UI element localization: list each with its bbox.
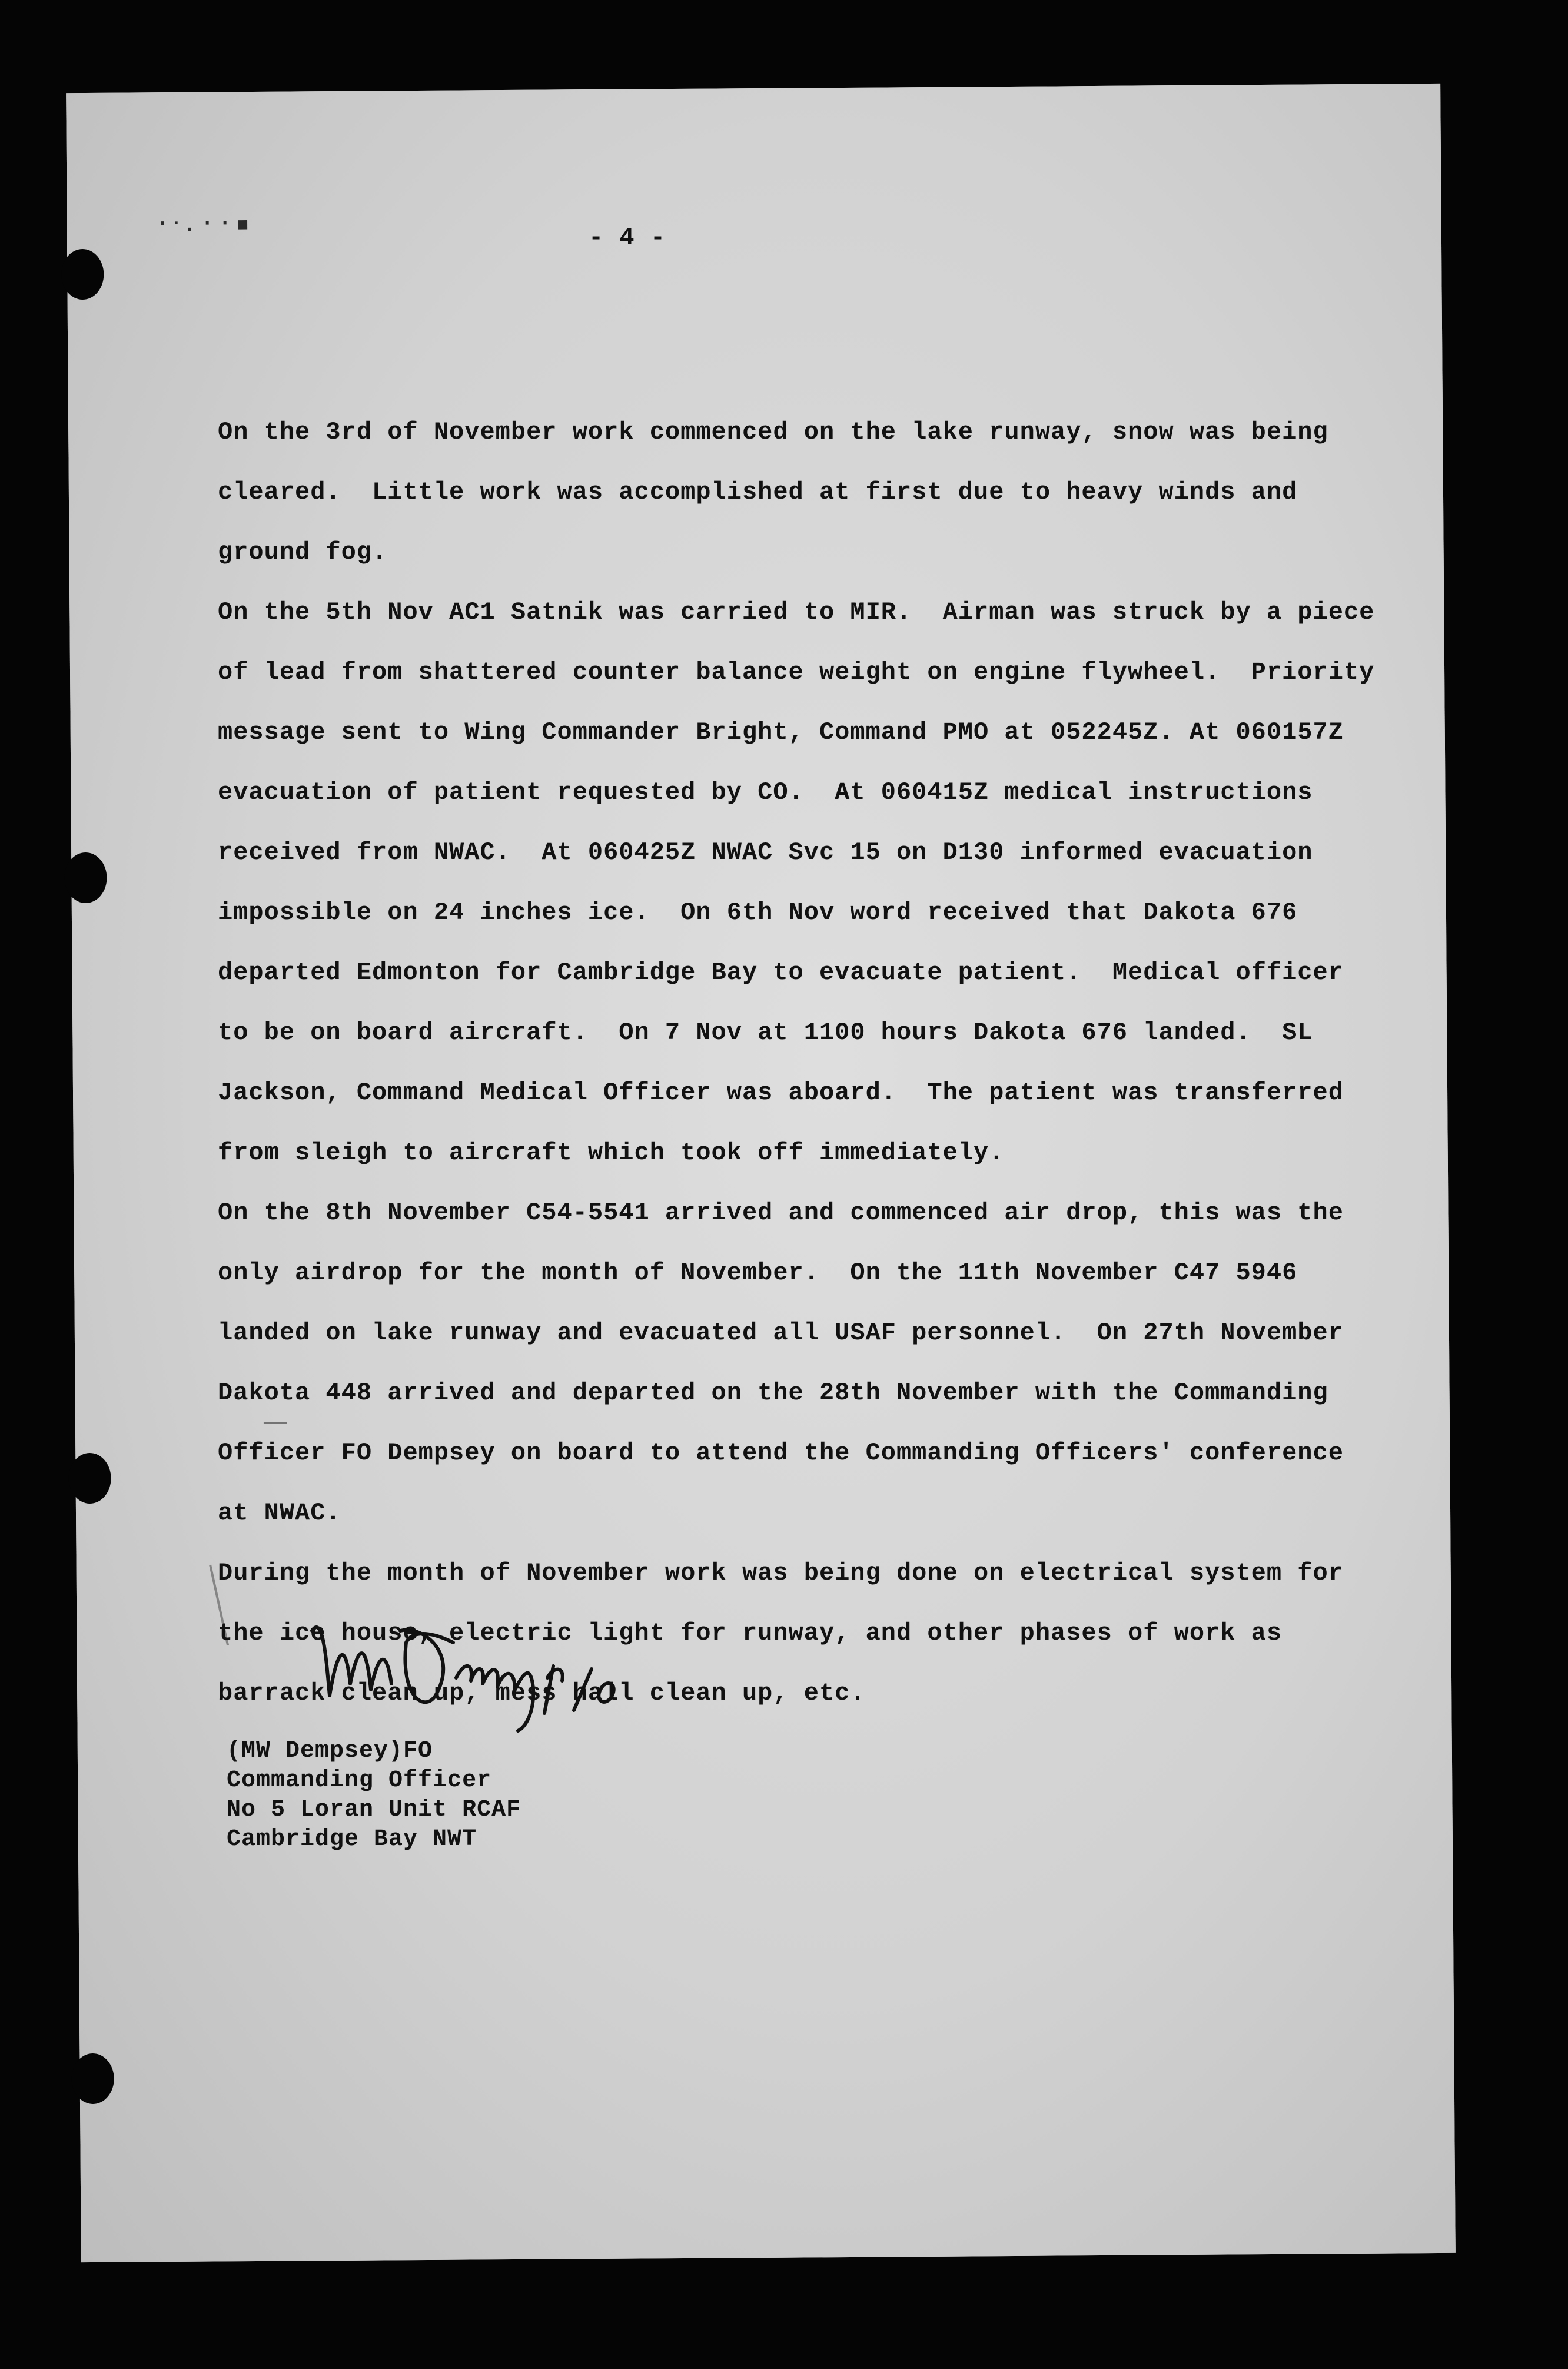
punch-hole [71,2053,114,2105]
punch-hole [68,1453,111,1504]
body-line: only airdrop for the month of November. On the 11th November C47 5946 [218,1259,1298,1287]
body-line: barrack clean up, mess hall clean up, etc. [218,1679,866,1707]
scan-specks: ·ᐧ.··▪ [155,209,254,238]
signature-stroke [400,1630,453,1703]
signature-stroke [456,1666,533,1731]
body-line: of lead from shattered counter balance weight on engine flywheel. Priority [218,658,1375,686]
body-line: the ice house, electric light for runway, and other phases of work as [218,1619,1283,1647]
body-line: to be on board aircraft. On 7 Nov at 1100 hours Dakota 676 landed. SL [218,1018,1313,1047]
scan-mark [264,1422,287,1424]
body-line: evacuation of patient requested by CO. At 060415Z medical instructions [218,778,1313,807]
document-page [66,84,1456,2262]
body-line: On the 8th November C54-5541 arrived and commenced air drop, this was the [218,1199,1344,1227]
handwritten-signature [224,1607,636,1743]
body-line: During the month of November work was being done on electrical system for [218,1559,1344,1587]
body-line: message sent to Wing Commander Bright, Command PMO at 052245Z. At 060157Z [218,718,1344,746]
body-line: Dakota 448 arrived and departed on the 28th November with the Commanding [218,1379,1328,1407]
body-line: cleared. Little work was accomplished at first due to heavy winds and [218,478,1298,506]
punch-hole [64,852,107,904]
signature-stroke [574,1669,614,1710]
punch-hole [61,249,104,300]
body-line: landed on lake runway and evacuated all USAF personnel. On 27th November [218,1319,1344,1347]
signature-stroke [312,1627,391,1696]
signature-location: Cambridge Bay NWT [227,1826,477,1853]
body-line: at NWAC. [218,1499,341,1527]
body-line: Jackson, Command Medical Officer was aboard. The patient was transferred [218,1079,1344,1107]
body-line: impossible on 24 inches ice. On 6th Nov word received that Dakota 676 [218,898,1298,927]
body-line: On the 3rd of November work commenced on the lake runway, snow was being [218,418,1328,446]
signature-title: Commanding Officer [227,1767,492,1794]
body-line: On the 5th Nov AC1 Satnik was carried to MIR. Airman was struck by a piece [218,598,1375,626]
signature-unit: No 5 Loran Unit RCAF [227,1797,521,1823]
body-line: departed Edmonton for Cambridge Bay to evacuate patient. Medical officer [218,958,1344,987]
signature-name: (MW Dempsey)FO [227,1738,433,1764]
signature-stroke [544,1666,563,1713]
body-line: received from NWAC. At 060425Z NWAC Svc 15 on D130 informed evacuation [218,838,1313,867]
body-line: from sleigh to aircraft which took off immediately. [218,1139,1005,1167]
body-line: ground fog. [218,538,388,566]
body-line: Officer FO Dempsey on board to attend the Commanding Officers' conference [218,1439,1344,1467]
page-number: - 4 - [589,224,666,252]
